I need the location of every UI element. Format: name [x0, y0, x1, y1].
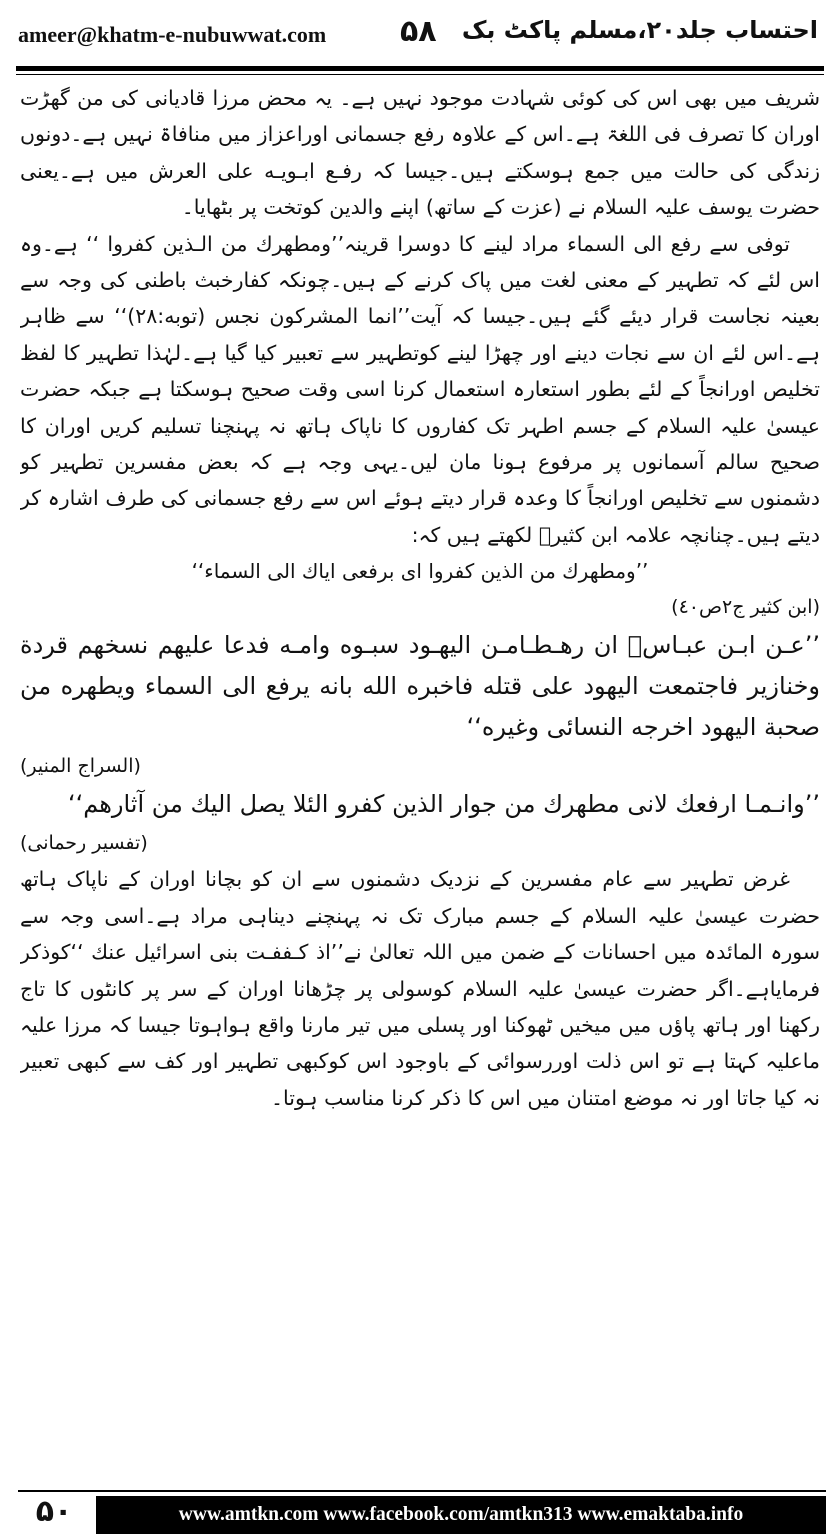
- footer-page-number: ۵۰: [18, 1492, 90, 1532]
- page-header: [0, 0, 840, 62]
- header-book-title: احتساب جلد۲۰،مسلم پاکٹ بک: [461, 16, 818, 44]
- footer-rule: [18, 1490, 826, 1492]
- quote-ibn-kathir: ’’ومطهرك من الذين كفروا اى برفعى اياك الى السماء‘‘: [191, 559, 649, 584]
- page-body: [20, 80, 820, 1435]
- reference-tafsir-rahmani: (تفسير رحمانى): [20, 832, 148, 855]
- paragraph-3: غرض تطہیر سے عام مفسرین کے نزدیک دشمنوں سے ان کو بچانا اوران کے ناپاک ہاتھ حضرت عیسیٰ علیہ السلام کے جسم مبارک تک نہ پہنچنے دیناہی مراد ہے۔اسی وجہ سے سورہ المائدہ میں احسانات کے ضمن میں اللہ تعالیٰ نے’’اذ كـففـت بنى اسرائيل عنك ‘‘کوذکر فرمایاہے۔اگر حضرت عیسیٰ علیہ السلام کوسولی پر چڑھانا اوران کے سر پر کانٹوں کا تاج رکھنا اور ہاتھ پاؤں میں میخیں ٹھوکنا اور پسلی میں تیر مارنا واقع ہواہوتا جیسا کہ مرزا علیہ ماعلیہ کہتا ہے تو اس ذلت اوررسوائی کے باوجود اس کوکبھی تطہیر اور کف سے کبھی تعبیر نہ کیا جاتا اور نہ موضع امتنان میں اس کا ذکر کرنا مناسب ہوتا۔: [20, 867, 820, 1110]
- paragraph-2: توفی سے رفع الی السماء مراد لینے کا دوسرا قرینہ’’ومطهرك من الـذين كفروا ‘‘ ہے۔وہ اس لئے کہ تطہیر کے معنی لغت میں پاک کرنے کے ہیں۔چونکہ کفارخبث باطنی کی وجہ سے بعینہ نجاست قرار دیئے گئے ہیں۔جیسا کہ آیت’’انما المشركون نجس (توبه:٢٨)‘‘ سے ظاہر ہے۔اس لئے ان سے نجات دینے اور چھڑا لینے کوتطہیر سے تعبیر کیا گیا ہے۔لہٰذا تطہیر کا لفظ تخلیص اورانجاً کے لئے بطور استعارہ استعمال کرنا اسی وقت صحیح ہوسکتا ہے جبکہ حضرت عیسیٰ علیہ السلام کے جسم اطہر تک کفاروں کا ناپاک ہاتھ نہ پہنچنا تسلیم کریں اوران کا صحیح سالم آسمانوں پر مرفوع ہونا مان لیں۔یہی وجہ ہے کہ بعض مفسرین تطہیر کو دشمنوں سے تخلیص اورانجاً کا وعدہ قرار دیتے ہوئے اس سے رفع جسمانی کی طرف اشارہ کر دیتے ہیں۔چنانچہ علامہ ابن کثیرؒ لکھتے ہیں کہ:: [20, 231, 820, 547]
- header-email: ameer@khatm-e-nubuwwat.com: [18, 22, 327, 47]
- header-page-number: ۵۸: [400, 14, 437, 49]
- paragraph-1: شریف میں بھی اس کی کوئی شہادت موجود نہیں ہے۔ یہ محض مرزا قادیانی کی من گھڑت اوران کا تصرف فی اللغۃ ہے۔اس کے علاوہ رفع جسمانی اوراعزاز میں منافاۃ نہیں ہے۔دونوں زندگی کی حالت میں جمع ہوسکتے ہیں۔جیسا کہ رفـع ابـویـه علی العرش میں ہے۔یعنی حضرت یوسف علیہ السلام نے (عزت کے ساتھ) اپنے والدین کوتخت پر بٹھایا۔: [20, 86, 820, 220]
- reference-ibn-kathir: (ابن كثير ج٢ص٤٠): [671, 596, 820, 619]
- footer-urls: www.amtkn.com www.facebook.com/amtkn313 www.emaktaba.info: [178, 1504, 744, 1525]
- header-rule-thin: [16, 74, 824, 75]
- footer-url-bar: [96, 1496, 826, 1534]
- reference-siraj-munir: (السراج المنير): [20, 755, 141, 778]
- quote-rahmani: ’’وانـمـا ارفعك لانى مطهرك من جوار الذين كفرو الئلا يصل اليك من آثارهم‘‘: [68, 790, 820, 819]
- header-rule-thick: [16, 66, 824, 71]
- quote-ibn-abbas: ’’عـن ابـن عبـاسؓ ان رهـطـامـن اليهـود سبـوه وامـه فدعا عليهم نسخهم قردة وخنازير فاجتمعت اليهود على قتله فاخبره الله بانه يرفع الى السماء ويطهره من صحبة اليهود اخرجه النسائى وغيره‘‘: [20, 631, 820, 742]
- page-footer: [0, 1488, 840, 1540]
